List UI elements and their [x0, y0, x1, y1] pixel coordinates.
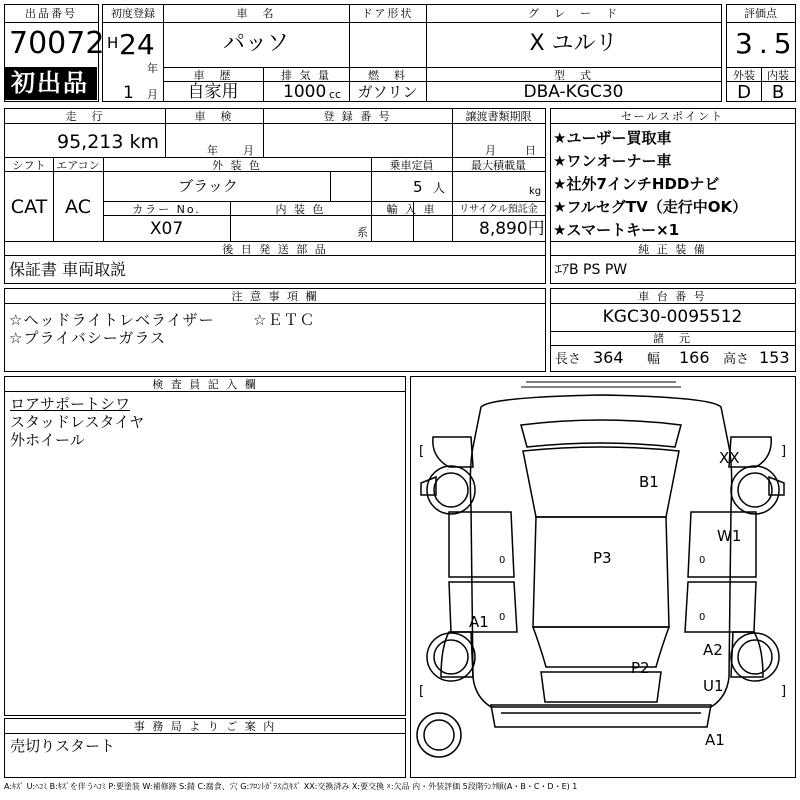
inspector-box [4, 376, 406, 716]
transfer-label: 譲渡書類期限 [465, 110, 532, 123]
capacity-value: 5 [413, 178, 423, 196]
car-name: パッソ [222, 31, 289, 56]
sales-point-item: ★ワンオーナー車 [553, 152, 672, 170]
damage-mark: P3 [593, 549, 612, 567]
score-value: 3.5 [735, 27, 798, 60]
month-unit: 月 [147, 88, 158, 101]
recycle-value: 8,890円 [479, 219, 545, 239]
lot-number-label: 出品番号 [25, 7, 77, 20]
color-value: ブラック [178, 177, 238, 195]
height-label: 高さ [723, 352, 750, 367]
damage-mark: U1 [703, 677, 724, 695]
office-box [4, 718, 406, 778]
notes-box [4, 288, 546, 372]
displacement-value: 1000 [283, 82, 327, 102]
score-label: 評価点 [744, 7, 777, 20]
transfer-day-unit: 日 [525, 144, 536, 157]
history-label: 車 歴 [193, 69, 233, 82]
displacement-unit: cc [329, 88, 342, 101]
shift-label: シフト [12, 159, 46, 172]
length-label: 長さ [555, 352, 582, 367]
capacity-unit: 人 [433, 181, 446, 195]
era: H [107, 34, 119, 52]
damage-mark: P2 [631, 659, 650, 677]
bracket: ] [781, 444, 787, 459]
mileage-value: 95,213 km [57, 131, 160, 153]
year-unit: 年 [147, 62, 158, 75]
first-listing-text: 初出品 [11, 69, 89, 97]
height-value: 153 [759, 348, 790, 367]
damage-mark: XX [719, 449, 740, 467]
ac-label: エアコン [56, 159, 100, 172]
mileage-label: 走 行 [65, 110, 105, 123]
legend: A:ｷｽﾞ U:ﾍｺﾐ B:ｷｽﾞを伴うﾍｺﾐ P:要塗装 W:補修跡 S:錆 C:腐食、穴 G:ﾌﾛﾝﾄｶﾞﾗｽ点ｷｽﾞ XX:交換済み X:要交換 ☓:欠品 内・外装評価 5段階ﾗﾝｸ順(A・B・C・D・E) 1 [4, 782, 578, 791]
sales-point-item: ★フルセグTV（走行中OK） [553, 198, 748, 216]
color-label: 外 装 色 [212, 159, 262, 172]
int-color-unit: 系 [357, 226, 368, 239]
exterior-label: 外装 [733, 69, 755, 82]
sales-point-item: ★スマートキー×1 [553, 221, 680, 239]
later-parts-label: 後 日 発 送 部 品 [222, 243, 328, 256]
width-label: 幅 [647, 352, 661, 367]
sales-points-label: セールスポイント [620, 110, 724, 123]
transfer-month-unit: 月 [485, 144, 496, 157]
equipment-value: ｴｱB PS PW [555, 262, 628, 278]
zero-mark: 0 [499, 555, 506, 566]
inspector-line: スタッドレスタイヤ [10, 413, 145, 431]
first-reg-label: 初度登録 [111, 7, 155, 20]
color-no-label: カラー No. [132, 203, 201, 216]
model-label: 型 式 [554, 69, 593, 82]
bracket: ] [781, 684, 787, 699]
reg-no-label: 登 録 番 号 [323, 110, 392, 123]
vehicle-detail-box [4, 108, 546, 284]
width-value: 166 [679, 348, 710, 367]
year: 24 [119, 28, 155, 61]
grade-value: X ユルリ [529, 31, 618, 56]
chassis-box [550, 288, 796, 372]
zero-mark: 0 [699, 555, 706, 566]
spec-label: 諸 元 [653, 332, 692, 345]
car-name-label: 車 名 [236, 7, 276, 20]
car-diagram-box [410, 376, 796, 778]
fuel-label: 燃 料 [368, 69, 407, 82]
color-no-value: X07 [149, 219, 184, 239]
damage-mark: A1 [469, 613, 489, 631]
zero-mark: 0 [699, 612, 706, 623]
inspection-year-unit: 年 [207, 144, 218, 157]
notes-line: ☆ＥＴＣ [253, 311, 316, 329]
bracket: [ [419, 444, 425, 459]
inspection-month-unit: 月 [243, 144, 254, 157]
inspection-label: 車 検 [194, 110, 234, 123]
month: 1 [123, 83, 134, 103]
sales-point-item: ★社外7インチHDDナビ [553, 175, 720, 193]
bracket: [ [419, 684, 425, 699]
car-diagram [411, 377, 794, 776]
chassis-value: KGC30-0095512 [602, 307, 743, 327]
recycle-label: リサイクル預託金 [459, 204, 538, 215]
int-color-label: 内 装 色 [275, 203, 326, 216]
notes-line: ☆ヘッドライトレベライザー [9, 311, 215, 329]
lot-number-box [4, 4, 105, 102]
import-label: 輸 入 車 [386, 203, 437, 216]
damage-mark: A2 [703, 641, 723, 659]
inspector-line: 外ホイール [10, 431, 85, 449]
notes-line: ☆プライバシーガラス [9, 329, 166, 347]
displacement-label: 排 気 量 [281, 69, 331, 82]
fuel-value: ガソリン [357, 83, 418, 101]
damage-mark: W1 [717, 527, 742, 545]
door-label: ドア形状 [361, 7, 414, 20]
exterior-value: D [737, 82, 751, 103]
history-value: 自家用 [187, 82, 239, 102]
load-label: 最大積載量 [471, 159, 526, 172]
inspector-line: ロアサポートシワ [10, 395, 131, 413]
sales-point-item: ★ユーザー買取車 [553, 129, 672, 147]
inspector-label: 検 査 員 記 入 欄 [152, 378, 258, 391]
interior-label: 内装 [767, 69, 789, 82]
damage-mark: B1 [639, 473, 659, 491]
score-box [726, 4, 796, 102]
grade-label: グ レ ー ド [528, 7, 619, 20]
model-value: DBA-KGC30 [523, 82, 624, 102]
shift-value: CAT [10, 196, 48, 218]
notes-label: 注 意 事 項 欄 [231, 290, 319, 303]
vehicle-info-box [102, 4, 722, 102]
interior-value: B [771, 82, 785, 103]
ac-value: AC [65, 196, 91, 218]
office-text: 売切りスタート [10, 737, 116, 755]
chassis-label: 車 台 番 号 [638, 290, 707, 303]
zero-mark: 0 [499, 612, 506, 623]
lot-number: 70072 [9, 26, 105, 61]
equipment-label: 純 正 装 備 [638, 243, 707, 256]
load-unit: kg [529, 186, 542, 197]
sales-points-box [550, 108, 796, 284]
damage-mark: A1 [705, 731, 725, 749]
office-label: 事 務 局 よ り ご 案 内 [133, 720, 277, 733]
length-value: 364 [593, 348, 624, 367]
later-parts-value: 保証書 車両取説 [9, 260, 127, 279]
capacity-label: 乗車定員 [389, 159, 434, 172]
